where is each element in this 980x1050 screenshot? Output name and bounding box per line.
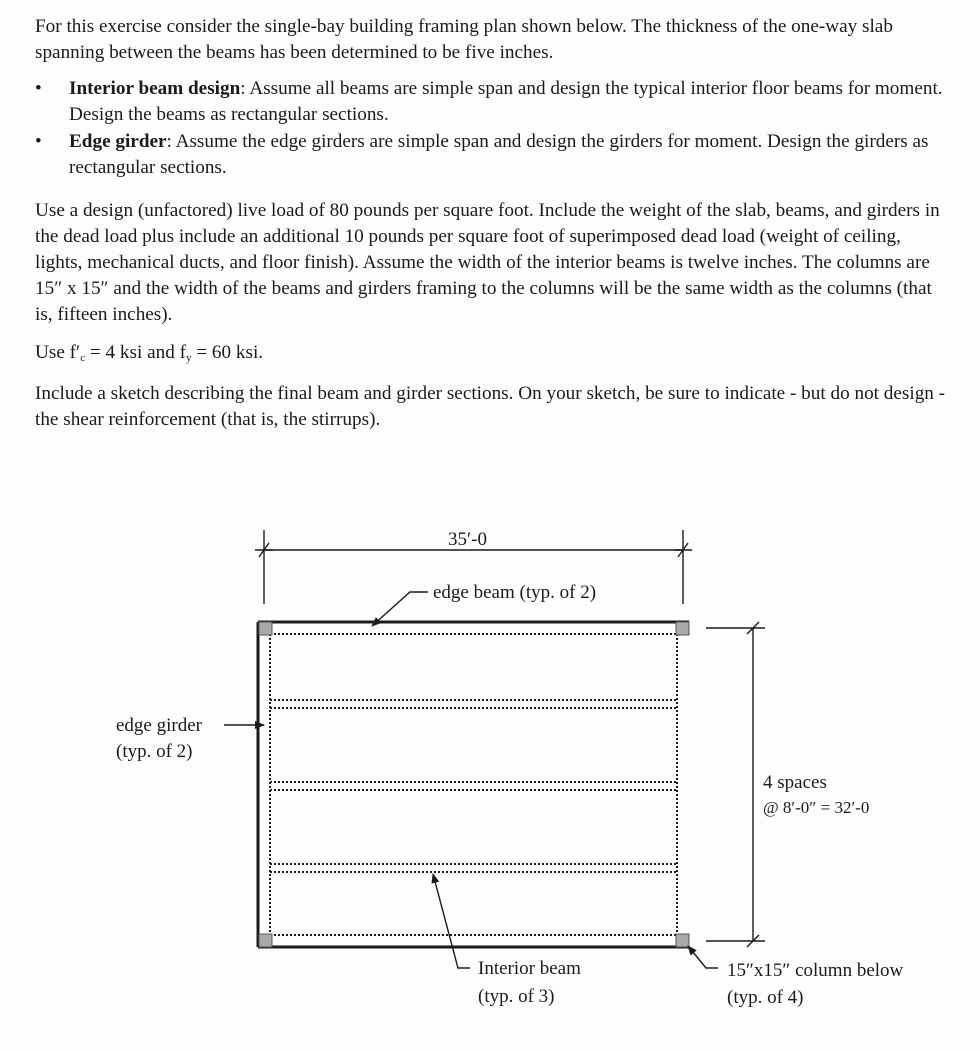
interior-beam-label-typ: (typ. of 3) [478, 986, 555, 1007]
span-label: 35′-0 [448, 529, 487, 550]
spacing-label-value: @ 8′-0″ = 32′-0 [763, 798, 870, 817]
interior-beams [270, 700, 677, 872]
column-leader [688, 946, 718, 968]
materials-line: Use $f'_c = 4$ ksi and $f_y = 60$ ksi. [35, 342, 264, 364]
bullet-title: Interior beam design [69, 78, 241, 99]
edge-beam-dotted [270, 634, 677, 935]
intro-paragraph: For this exercise consider the single-bay building framing plan shown below. The thickness of the one-way slab spanning between the beams has been determined to be five inches. [35, 16, 893, 63]
column-label-typ: (typ. of 4) [727, 987, 804, 1008]
column-top-left [259, 622, 272, 635]
sketch-paragraph: Include a sketch describing the final beam and girder sections. On your sketch, be sure to indicate - but do not design - the shear reinforcement (that is, the stirrups). [35, 383, 946, 430]
interior-beam-label: Interior beam [478, 958, 581, 979]
column-top-right [676, 622, 689, 635]
edge-girder-label-typ: (typ. of 2) [116, 741, 193, 762]
spacing-dimension [706, 622, 765, 947]
bullet-title: Edge girder [69, 131, 167, 152]
bullet-text: : Assume all beams are simple span and design the typical interior floor beams for moment. Design the beams as rectangular sections. [69, 78, 943, 125]
edge-girders [258, 622, 677, 947]
bullet-icon: • [35, 78, 42, 99]
edge-beams [258, 622, 689, 947]
column-bottom-left [259, 934, 272, 947]
bullet-text: : Assume the edge girders are simple span and design the girders for moment. Design the girders as rectangular sections. [69, 131, 929, 178]
interior-beam-leader [433, 874, 470, 968]
edge-girder-label: edge girder [116, 715, 202, 736]
loads-paragraph: Use a design (unfactored) live load of 80 pounds per square foot. Include the weight of the slab, beams, and girders in the dead load plus include an additional 10 pounds per square foot of superimposed dead load (weight of ceiling, lights, mechanical ducts, and floor finish). Assume the width of the interior beams is twelve inches. The columns are 15″ x 15″ and the width of the beams and girders framing to the columns will be the same width as the columns (that is, fifteen inches). [35, 200, 940, 325]
column-bottom-right [676, 934, 689, 947]
bullet-icon: • [35, 131, 42, 152]
column-label: 15″x15″ column below [727, 960, 904, 981]
columns [259, 622, 689, 947]
edge-beam-label: edge beam (typ. of 2) [433, 582, 597, 603]
spacing-label: 4 spaces [763, 772, 827, 793]
